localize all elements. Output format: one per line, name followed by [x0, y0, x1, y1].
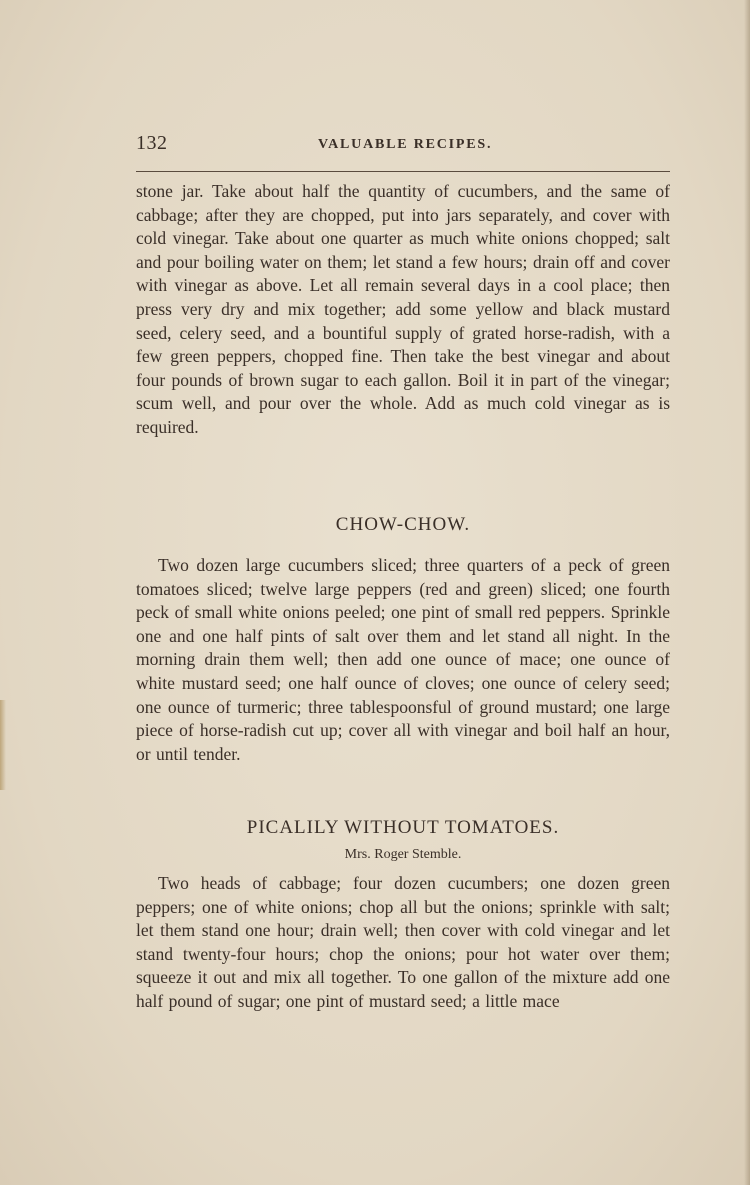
header-rule [136, 171, 670, 172]
continuation-text: stone jar. Take about half the quantity of cucumbers, and the same of cabbage; after they are chopped, put into jars separately, and cover with cold vinegar. Take about one quarter as much white onions chopped; salt and pour boiling water on them; let stand a few hours; drain off and cover with vinegar as above. Let all remain several days in a cool place; then press very dry and mix together; add some yellow and black mustard seed, celery seed, and a bountiful supply of grated horse-radish, with a few green peppers, chopped fine. Then take the best vinegar and about four pounds of brown sugar to each gallon. Boil it in part of the vinegar; scum well, and pour over the whole. Add as much cold vinegar as is required. [136, 181, 670, 437]
recipe-author: Mrs. Roger Stemble. [344, 847, 462, 862]
recipe-body-chow-chow [136, 554, 670, 766]
page-number: 132 [136, 132, 168, 154]
recipe-text: Two heads of cabbage; four dozen cucumbers; one dozen green peppers; one of white onions; chop all but the onions; sprinkle with salt; let them stand one hour; drain well; then cover with cold vinegar and let stand twenty-four hours; chop the onions; pour hot water over them; squeeze it out and mix all together. To one gallon of the mixture add one half pound of sugar; one pint of mustard seed; a little mace [136, 873, 670, 1011]
continuation-paragraph [136, 180, 670, 440]
page-edge-shadow [744, 0, 750, 1185]
binding-stain [0, 700, 6, 790]
running-head: VALUABLE RECIPES. [318, 137, 493, 152]
recipe-title-chow-chow: CHOW-CHOW. [335, 514, 471, 535]
recipe-text: Two dozen large cucumbers sliced; three quarters of a peck of green tomatoes sliced; twelve large peppers (red and green) sliced; one fourth peck of small white onions peeled; one pint of small red peppers. Sprinkle one and one half pints of salt over them and let stand all night. In the morning drain them well; then add one ounce of mace; one ounce of white mustard seed; one half ounce of cloves; one ounce of celery seed; one ounce of turmeric; three tablespoonsful of ground mustard; one large piece of horse-radish cut up; cover all with vinegar and boil half an hour, or until tender. [136, 555, 670, 764]
page-header [136, 132, 670, 160]
recipe-title-picalily: PICALILY WITHOUT TOMATOES. [246, 817, 560, 838]
recipe-body-picalily [136, 872, 670, 1014]
